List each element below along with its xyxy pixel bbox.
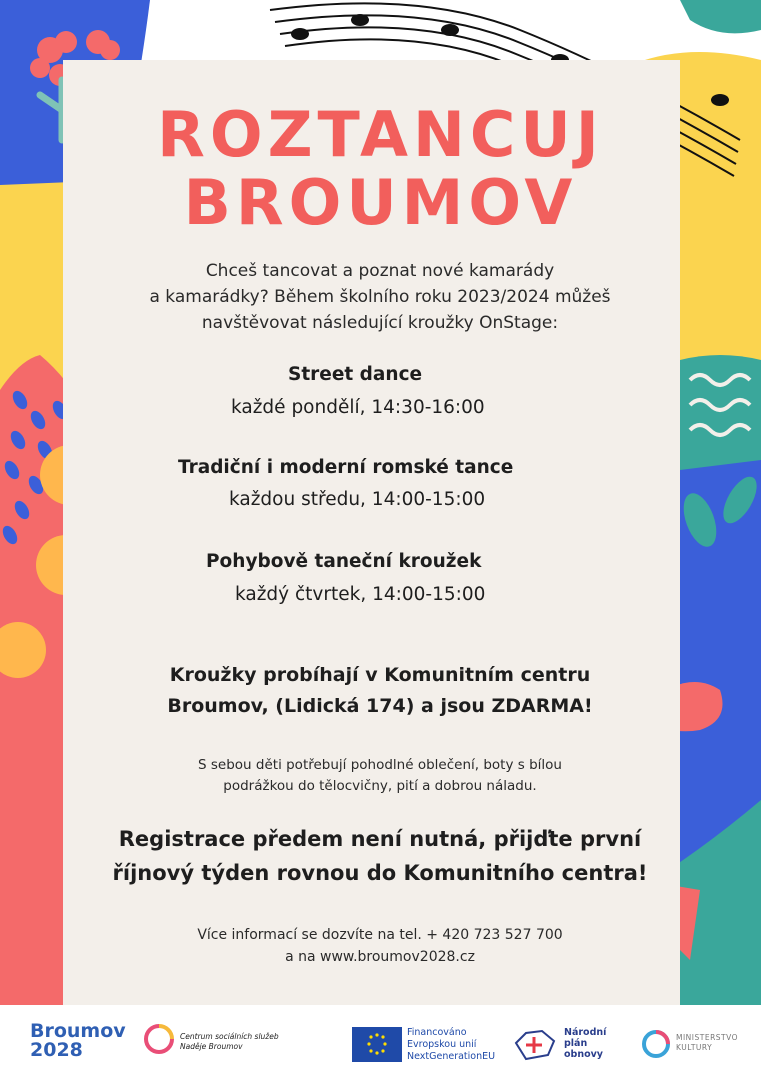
- logo-text: obnovy: [564, 1049, 604, 1060]
- intro-line: Chceš tancovat a poznat nové kamarády: [205, 261, 555, 281]
- logo-text: Národní: [564, 1027, 607, 1038]
- activity-time: každé pondělí, 14:30-16:00: [231, 397, 485, 418]
- logo-text: Naděje Broumov: [180, 1042, 243, 1051]
- contact-text: [80, 924, 680, 968]
- activity-time: každou středu, 14:00-15:00: [229, 489, 486, 510]
- logo-text: Financováno: [407, 1027, 467, 1038]
- logo-text: KULTURY: [676, 1043, 713, 1052]
- poster-title-line2: BROUMOV: [183, 166, 578, 239]
- intro-line: navštěvovat následující kroužky OnStage:: [201, 313, 559, 333]
- activity-name: Street dance: [288, 364, 423, 385]
- ministry-ring-icon: [640, 1028, 672, 1060]
- intro-text: [80, 258, 680, 336]
- intro-line: a kamarádky? Během školního roku 2023/2024 můžeš: [149, 287, 611, 307]
- note-text: [80, 755, 680, 797]
- logo-text: Centrum sociálních služeb: [180, 1032, 279, 1041]
- logo-text: Evropskou unií: [407, 1039, 477, 1050]
- contact-line: Více informací se dozvíte na tel. + 420 723 527 700: [197, 927, 563, 943]
- ministerstvo-kultury-logo: [640, 1028, 739, 1064]
- czech-map-icon: [512, 1025, 557, 1065]
- broumov-2028-logo: [30, 1022, 126, 1060]
- registration-text: [70, 822, 690, 890]
- narodni-plan-obnovy-logo: [512, 1025, 607, 1069]
- activity-name: Tradiční i moderní romské tance: [178, 457, 514, 478]
- note-line: podrážkou do tělocvičny, pití a dobrou náladu.: [223, 778, 537, 794]
- contact-line: a na www.broumov2028.cz: [285, 949, 475, 965]
- location-line: Kroužky probíhají v Komunitním centru: [169, 664, 591, 686]
- ring-icon: [142, 1022, 176, 1056]
- location-line: Broumov, (Lidická 174) a jsou ZDARMA!: [167, 695, 593, 717]
- location-text: [80, 660, 680, 722]
- registration-line: Registrace předem není nutná, přijďte první: [118, 827, 642, 851]
- logo-text: Broumov: [30, 1020, 126, 1042]
- activity-time: každý čtvrtek, 14:00-15:00: [235, 584, 486, 605]
- activity-name: Pohybově taneční kroužek: [206, 551, 482, 572]
- logo-text: 2028: [30, 1039, 83, 1061]
- eu-flag-icon: [352, 1027, 402, 1062]
- logo-text: MINISTERSTVO: [676, 1033, 739, 1042]
- poster-title-line1: ROZTANCUJ: [157, 98, 604, 171]
- registration-line: říjnový týden rovnou do Komunitního centra!: [112, 861, 648, 885]
- note-line: S sebou děti potřebují pohodlné oblečení, boty s bílou: [198, 757, 562, 773]
- logo-text: NextGenerationEU: [407, 1051, 496, 1062]
- logo-text: plán: [564, 1038, 588, 1049]
